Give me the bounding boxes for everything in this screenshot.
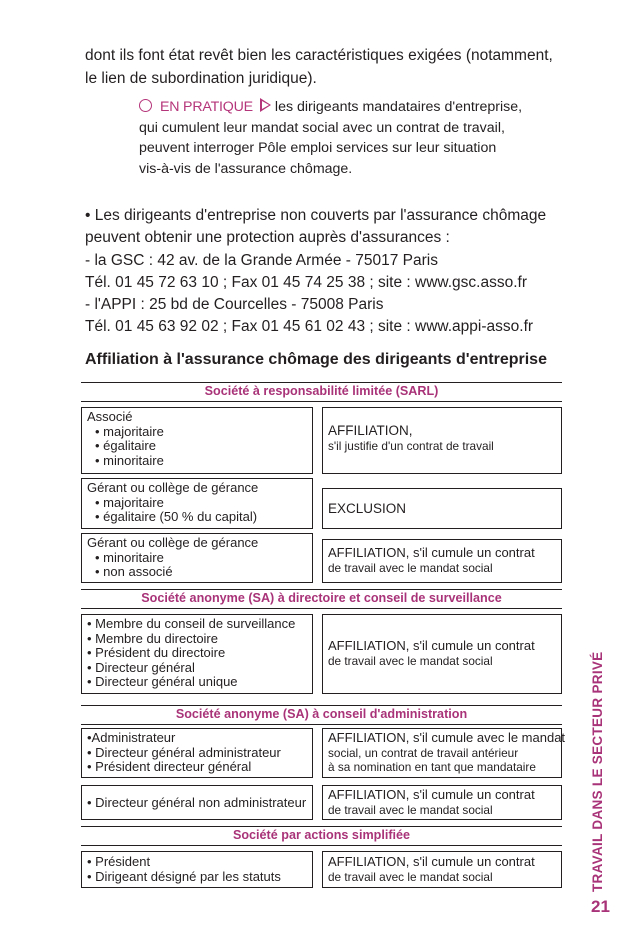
insurance-line: - la GSC : 42 av. de la Grande Armée - 75017 Paris bbox=[85, 251, 438, 269]
table-cell-right bbox=[322, 539, 562, 583]
table-cell-left bbox=[81, 407, 313, 474]
cell-line: • Membre du conseil de surveillance bbox=[87, 616, 296, 631]
table-cell-right bbox=[322, 851, 562, 888]
table-cell-left bbox=[81, 533, 313, 583]
table-cell-left bbox=[81, 728, 313, 778]
table-cell-left bbox=[81, 785, 313, 820]
cell-line: • Directeur général non administrateur bbox=[87, 795, 307, 810]
cell-line: Gérant ou collège de gérance bbox=[87, 535, 259, 550]
en-pratique-line: peuvent interroger Pôle emploi services sur leur situation bbox=[139, 140, 497, 156]
cell-line: • Directeur général bbox=[87, 659, 195, 675]
intro-line: le lien de subordination juridique). bbox=[85, 70, 317, 87]
cell-line: • Président directeur général bbox=[87, 759, 252, 775]
cell-line: • minoritaire bbox=[95, 452, 164, 468]
cell-line: • Membre du directoire bbox=[87, 630, 218, 646]
intro-paragraph bbox=[85, 44, 565, 90]
table-cell-left bbox=[81, 614, 313, 694]
cell-line: AFFILIATION, s'il cumule un contrat bbox=[328, 854, 535, 869]
cell-line: • égalitaire (50 % du capital) bbox=[95, 509, 258, 525]
cell-line: AFFILIATION, bbox=[328, 423, 413, 438]
en-pratique-line: vis-à-vis de l'assurance chômage. bbox=[139, 160, 353, 177]
cell-line: • Président du directoire bbox=[87, 645, 226, 661]
cell-line: • non associé bbox=[95, 564, 173, 580]
table-cell-left bbox=[81, 851, 313, 888]
table-cell-right bbox=[322, 488, 562, 529]
page-number: 21 bbox=[591, 897, 610, 916]
cell-line: •Administrateur bbox=[87, 730, 176, 745]
cell-line: • minoritaire bbox=[95, 549, 164, 565]
intro-line: dont ils font état revêt bien les caractéristiques exigées (notamment, bbox=[85, 47, 553, 64]
cell-line: de travail avec le mandat social bbox=[328, 802, 493, 817]
triangle-arrow-icon bbox=[261, 99, 271, 111]
cell-line: EXCLUSION bbox=[328, 501, 407, 516]
cell-line: à sa nomination en tant que mandataire bbox=[328, 760, 536, 775]
table-band-sas: Société par actions simplifiée bbox=[81, 826, 562, 846]
table-band-sa-conseil: Société anonyme (SA) à conseil d'administration bbox=[81, 705, 562, 725]
cell-line: AFFILIATION, s'il cumule avec le mandat bbox=[328, 730, 566, 745]
en-pratique-note bbox=[139, 97, 559, 179]
insurance-line: Tél. 01 45 63 92 02 ; Fax 01 45 61 02 43 ; site : www.appi-asso.fr bbox=[85, 318, 534, 336]
circle-icon bbox=[139, 99, 152, 112]
cell-line: AFFILIATION, s'il cumule un contrat bbox=[328, 545, 535, 560]
cell-line: • majoritaire bbox=[95, 494, 164, 510]
table-cell-right bbox=[322, 728, 566, 778]
cell-line: social, un contrat de travail antérieur bbox=[328, 745, 519, 760]
cell-line: AFFILIATION, s'il cumule un contrat bbox=[328, 787, 535, 802]
cell-line: Associé bbox=[87, 409, 133, 424]
table-cell-right bbox=[322, 785, 562, 820]
insurance-line: • Les dirigeants d'entreprise non couverts par l'assurance chômage bbox=[85, 207, 547, 224]
cell-line: • Directeur général administrateur bbox=[87, 744, 281, 760]
insurance-line: Tél. 01 45 72 63 10 ; Fax 01 45 74 25 38 ; site : www.gsc.asso.fr bbox=[85, 273, 527, 291]
cell-line: de travail avec le mandat social bbox=[328, 560, 493, 575]
en-pratique-text: les dirigeants mandataires d'entreprise, bbox=[274, 99, 523, 115]
cell-line: • Président bbox=[87, 854, 151, 869]
cell-line: • égalitaire bbox=[95, 438, 156, 454]
table-band-sarl: Société à responsabilité limitée (SARL) bbox=[81, 382, 562, 402]
insurance-line: peuvent obtenir une protection auprès d'assurances : bbox=[85, 229, 450, 247]
table-band-sa-directoire: Société anonyme (SA) à directoire et conseil de surveillance bbox=[81, 589, 562, 609]
cell-line: • Dirigeant désigné par les statuts bbox=[87, 868, 281, 884]
cell-line: AFFILIATION, s'il cumule un contrat bbox=[328, 638, 535, 653]
en-pratique-line: qui cumulent leur mandat social avec un contrat de travail, bbox=[139, 119, 505, 136]
cell-line: s'il justifie d'un contrat de travail bbox=[328, 438, 494, 453]
table-cell-right bbox=[322, 407, 562, 474]
en-pratique-first-line bbox=[139, 97, 559, 118]
en-pratique-tag: EN PRATIQUE bbox=[160, 99, 253, 115]
table-cell-left bbox=[81, 478, 313, 529]
chapter-side-label: TRAVAIL DANS LE SECTEUR PRIVÉ bbox=[590, 651, 605, 892]
cell-line: Gérant ou collège de gérance bbox=[87, 480, 259, 495]
cell-line: de travail avec le mandat social bbox=[328, 653, 493, 668]
cell-line: • Directeur général unique bbox=[87, 674, 238, 690]
section-title: Affiliation à l'assurance chômage des dirigeants d'entreprise bbox=[85, 351, 547, 368]
insurance-paragraph bbox=[85, 205, 565, 339]
insurance-line: - l'APPI : 25 bd de Courcelles - 75008 Paris bbox=[85, 296, 384, 314]
table-cell-right bbox=[322, 614, 562, 694]
cell-line: • majoritaire bbox=[95, 423, 164, 439]
cell-line: de travail avec le mandat social bbox=[328, 869, 493, 884]
